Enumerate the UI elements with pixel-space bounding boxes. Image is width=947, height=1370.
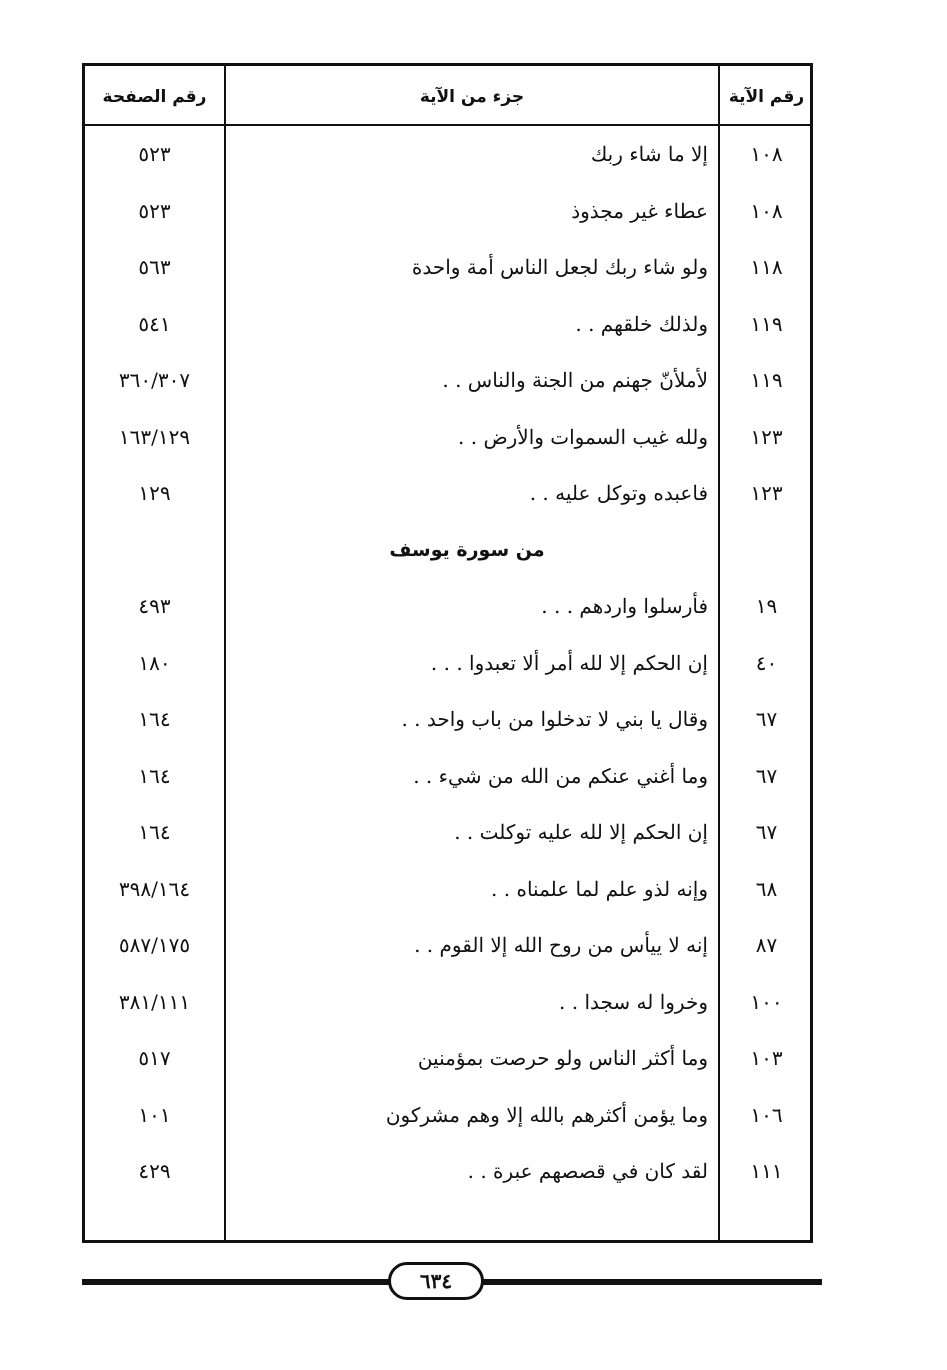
page-reference: ١٨٠ xyxy=(138,650,171,675)
verse-number: ١٠٨ xyxy=(750,198,783,223)
verse-number: ١٠٣ xyxy=(750,1046,783,1071)
verse-part: ولو شاء ربك لجعل الناس أمة واحدة xyxy=(411,255,708,280)
verse-part: وما أكثر الناس ولو حرصت بمؤمنين xyxy=(417,1046,708,1071)
verse-number: ٦٧ xyxy=(755,820,778,845)
verse-number: ١٠٠ xyxy=(750,989,783,1014)
page-reference: ٥٦٣ xyxy=(138,255,171,280)
header-verse-number: رقم الآية xyxy=(728,87,805,107)
section-heading-row xyxy=(85,522,810,579)
verse-number: ١٠٦ xyxy=(750,1102,783,1127)
table-row xyxy=(85,748,810,805)
verse-part: وإنه لذو علم لما علمناه . . xyxy=(491,876,708,901)
verse-number: ٦٨ xyxy=(755,876,778,901)
page-reference: ٤٢٩ xyxy=(138,1159,171,1184)
verse-part: عطاء غير مجذوذ xyxy=(571,198,708,223)
verse-part: فأرسلوا واردهم . . . xyxy=(541,594,708,619)
page-reference: ٣٦٠/٣٠٧ xyxy=(118,368,191,393)
verse-part: إن الحكم إلا لله عليه توكلت . . xyxy=(454,820,708,845)
table-row xyxy=(85,635,810,692)
verse-part: وما أغني عنكم من الله من شيء . . xyxy=(413,763,708,788)
verse-part: فاعبده وتوكل عليه . . xyxy=(529,481,708,506)
page-reference: ١٦٤ xyxy=(138,707,171,732)
surah-heading: من سورة يوسف xyxy=(389,538,545,561)
page-reference: ١٦٤ xyxy=(138,763,171,788)
table-row xyxy=(85,239,810,296)
table-row xyxy=(85,691,810,748)
page-reference: ١٦٣/١٢٩ xyxy=(118,424,191,449)
page-reference: ٥٢٣ xyxy=(138,198,171,223)
page-reference: ٥٤١ xyxy=(138,311,171,336)
verse-number: ١٩ xyxy=(755,594,778,619)
verse-number: ١١٩ xyxy=(750,311,783,336)
page-reference: ٥٢٣ xyxy=(138,142,171,167)
table-row xyxy=(85,974,810,1031)
table-row xyxy=(85,1143,810,1200)
verse-part: وخروا له سجدا . . xyxy=(559,989,708,1014)
page-reference: ٣٨١/١١١ xyxy=(118,989,191,1014)
table-row xyxy=(85,578,810,635)
table-row xyxy=(85,126,810,183)
verse-number: ١١٨ xyxy=(750,255,783,280)
verse-number: ٨٧ xyxy=(755,933,778,958)
table-row xyxy=(85,183,810,240)
table-row xyxy=(85,804,810,861)
page-reference: ٤٩٣ xyxy=(138,594,171,619)
header-verse-part: جزء من الآية xyxy=(419,87,525,107)
page-reference: ١٢٩ xyxy=(138,481,171,506)
verse-number xyxy=(720,522,813,579)
table-row xyxy=(85,1087,810,1144)
index-table xyxy=(82,63,813,1243)
verse-part: إلا ما شاء ربك xyxy=(590,142,708,167)
page-number: ٦٣٤ xyxy=(388,1262,484,1300)
verse-part: إن الحكم إلا لله أمر ألا تعبدوا . . . xyxy=(430,650,708,675)
verse-part: ولذلك خلقهم . . xyxy=(575,311,708,336)
header-page-number: رقم الصفحة xyxy=(102,87,207,107)
table-row xyxy=(85,1030,810,1087)
table-row xyxy=(85,409,810,466)
verse-number: ٤٠ xyxy=(755,650,778,675)
page-reference: ٥٨٧/١٧٥ xyxy=(118,933,191,958)
table-row xyxy=(85,861,810,918)
verse-part: إنه لا ييأس من روح الله إلا القوم . . xyxy=(414,933,708,958)
verse-part: ولله غيب السموات والأرض . . xyxy=(458,424,708,449)
page-reference: ٣٩٨/١٦٤ xyxy=(118,876,191,901)
table-row xyxy=(85,917,810,974)
verse-number: ١١٩ xyxy=(750,368,783,393)
verse-part: وما يؤمن أكثرهم بالله إلا وهم مشركون xyxy=(385,1102,708,1127)
verse-number: ١٠٨ xyxy=(750,142,783,167)
verse-number: ٦٧ xyxy=(755,707,778,732)
table-row xyxy=(85,296,810,353)
table-row xyxy=(85,465,810,522)
verse-number: ١٢٣ xyxy=(750,481,783,506)
page-reference: ١٦٤ xyxy=(138,820,171,845)
table-body xyxy=(85,126,810,1200)
verse-part: لأملأنّ جهنم من الجنة والناس . . xyxy=(442,368,708,393)
verse-number: ١١١ xyxy=(750,1159,783,1184)
page-reference: ١٠١ xyxy=(138,1102,171,1127)
verse-number: ١٢٣ xyxy=(750,424,783,449)
page-reference xyxy=(85,522,224,579)
page-reference: ٥١٧ xyxy=(138,1046,171,1071)
verse-part: وقال يا بني لا تدخلوا من باب واحد . . xyxy=(401,707,708,732)
table-row xyxy=(85,352,810,409)
verse-part: لقد كان في قصصهم عبرة . . xyxy=(467,1159,708,1184)
verse-number: ٦٧ xyxy=(755,763,778,788)
